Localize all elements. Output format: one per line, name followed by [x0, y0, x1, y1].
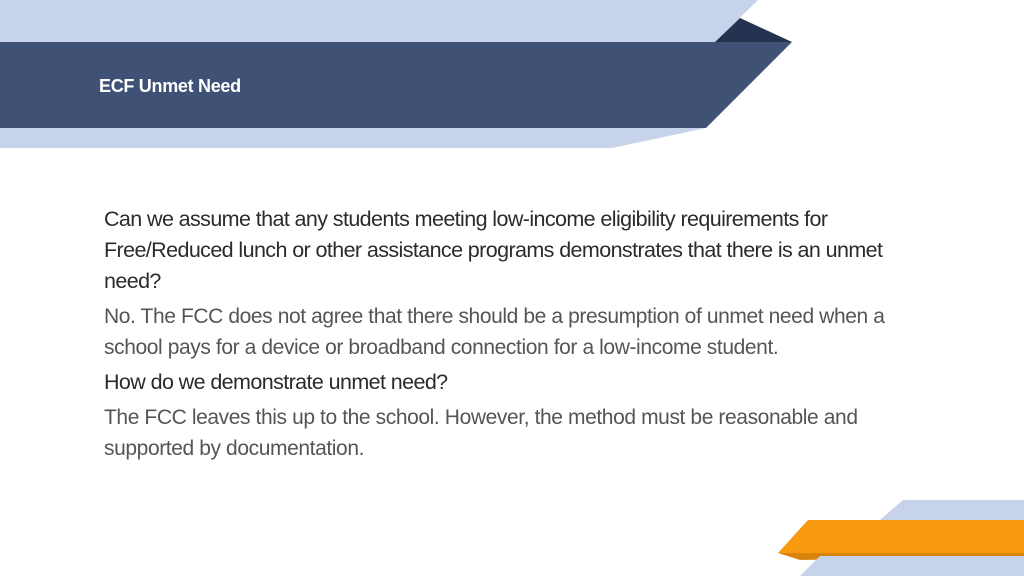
question-2: How do we demonstrate unmet need? — [104, 370, 448, 394]
qa-content — [104, 204, 934, 468]
answer-1: No. The FCC does not agree that there should be a presumption of unmet need when a school pays for a device or broadband connection for a low-income student. — [104, 305, 885, 359]
top-light-band — [0, 0, 758, 42]
header-lower-band — [0, 128, 706, 148]
page-title: ECF Unmet Need — [99, 76, 241, 96]
bottom-orange-band — [778, 520, 1024, 553]
bottom-light-band-lower — [800, 556, 1024, 576]
answer-2: The FCC leaves this up to the school. However, the method must be reasonable and supported by documentation. — [104, 406, 858, 460]
question-1: Can we assume that any students meeting low-income eligibility requirements for Free/Reduced lunch or other assistance programs demonstrates that there is an unmet need? — [104, 207, 883, 293]
bottom-light-band — [880, 500, 1024, 520]
